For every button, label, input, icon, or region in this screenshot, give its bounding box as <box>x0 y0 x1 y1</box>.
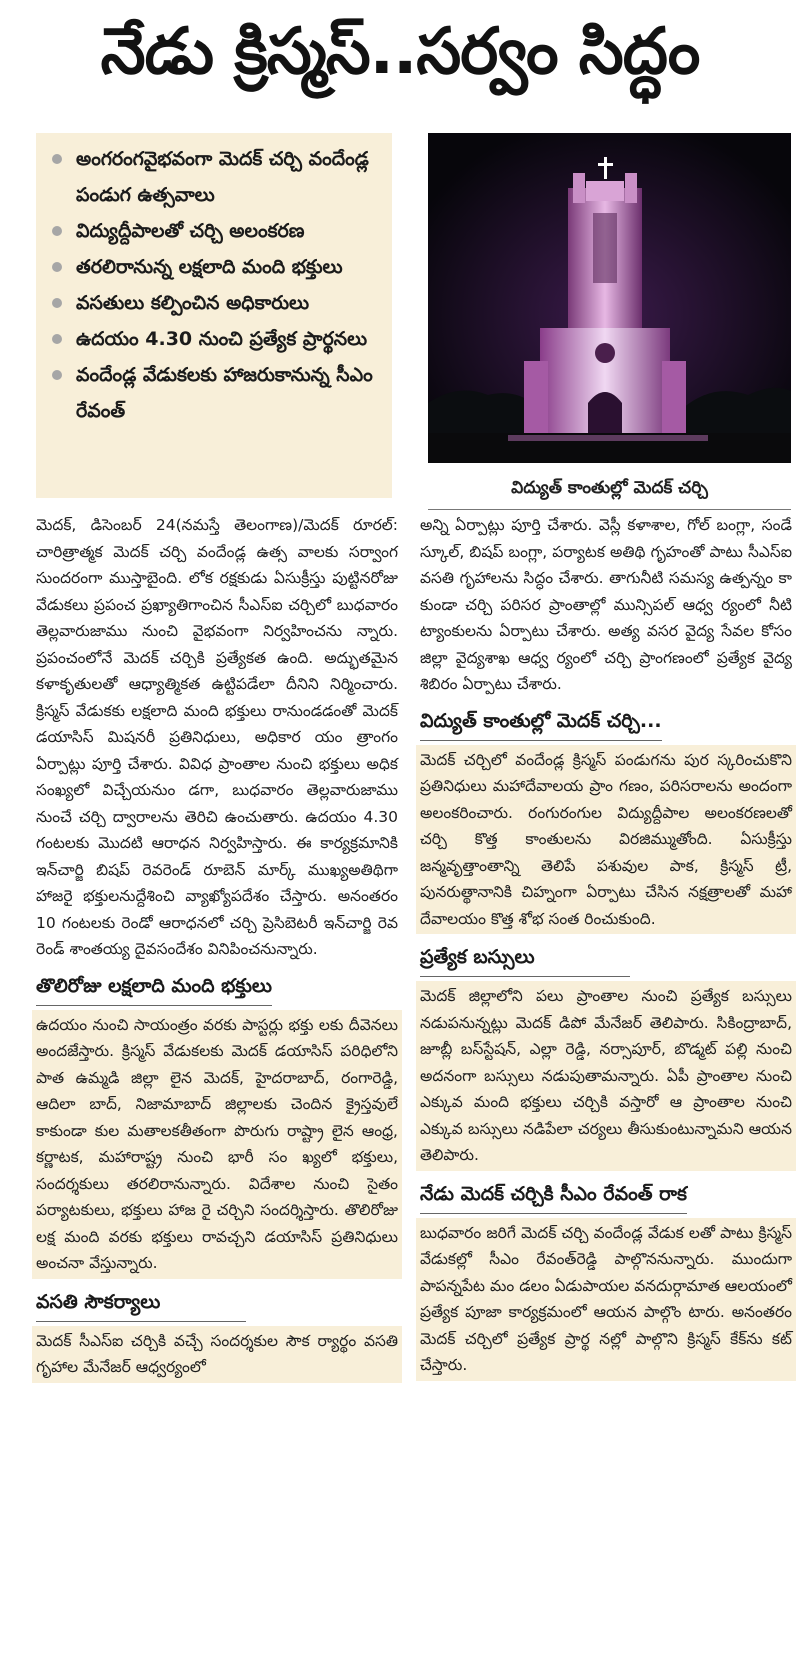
church-photo <box>428 133 791 463</box>
article-paragraph: అన్ని ఏర్పాట్లు పూర్తి చేశారు. వెస్లీ కళాశాల, గోల్‌ బంగ్లా, సండే స్కూల్‌, బిషప్‌ బంగ్లా, పర్యాటక అతిథి గృహంతో పాటు సీఎస్‌ఐ వసతి గృహాలను సిద్ధం చేశారు. తాగునీటి సమస్య ఉత్పన్నం కా కుండా చర్చి పరిసర ప్రాంతాల్లో మున్సిపల్‌ ఆధ్వ ర్యంలో నీటి ట్యాంకులను ఏర్పాటు చేశారు. అత్య వసర వైద్య సేవల కోసం జిల్లా వైద్యశాఖ ఆధ్వ ర్యంలో చర్చి ప్రాంగణంలో ప్రత్యేక వైద్య శిబిరం ఏర్పాటు చేశారు. <box>420 516 792 693</box>
headline: నేడు క్రిస్మస్‌..సర్వం సిద్ధం <box>100 14 700 89</box>
highlight-item: అంగరంగవైభవంగా మెదక్‌ చర్చి వందేండ్ల పండుగ ఉత్సవాలు <box>48 141 384 213</box>
subheading: తొలిరోజు లక్షలాది మంది భక్తులు <box>36 973 272 1006</box>
highlights-box <box>36 133 392 498</box>
article-column-right <box>420 512 792 1381</box>
highlight-item: తరలిరానున్న లక్షలాది మంది భక్తులు <box>48 249 384 285</box>
bullet-icon <box>52 262 62 272</box>
subheading: వసతి సౌకర్యాలు <box>36 1289 246 1322</box>
bullet-icon <box>52 334 62 344</box>
highlight-item: వసతులు కల్పించిన అధికారులు <box>48 285 384 321</box>
photo-caption: విద్యుత్‌ కాంతుల్లో మెదక్‌ చర్చి <box>428 470 791 510</box>
bullet-icon <box>52 298 62 308</box>
highlight-item: విద్యుద్దీపాలతో చర్చి అలంకరణ <box>48 213 384 249</box>
article-lead: మెదక్‌, డిసెంబర్‌ 24(నమస్తే తెలంగాణ)/మెదక్‌ రూరల్‌: చారిత్రాత్మక మెదక్‌ చర్చి వందేండ్ల ఉత్స వాలకు సర్వాంగ సుందరంగా ముస్తాబైంది. లోక రక్షకుడు ఏసుక్రీస్తు పుట్టినరోజు వేడుకలు ప్రపంచ ప్రఖ్యాతిగాంచిన సీఎస్‌ఐ చర్చిలో బుధవారం తెల్లవారుజాము నుంచి వైభవంగా నిర్వహించను న్నారు. ప్రపంచంలోనే మెదక్‌ చర్చికి ప్రత్యేకత ఉంది. అద్భుతమైన కళాకృతులతో ఆధ్యాత్మికత ఉట్టిపడేలా దీనిని నిర్మించారు. క్రిస్మస్‌ వేడుకకు లక్షలాది మంది భక్తులు రానుండడంతో మెదక్‌ డయాసిస్‌ మిషనరీ ప్రతినిధులు, అధికార యం త్రాంగం ఏర్పాట్లు పూర్తి చేశారు. వివిధ ప్రాంతాల నుంచి భక్తులు అధిక సంఖ్యలో విచ్చేయనుం డగా, బుధవారం తెల్లవారుజాము నుంచే చర్చి ద్వారాలను తెరిచి ఉంచుతారు. ఉదయం 4.30 గంటలకు మొదటి ఆరాధన నిర్వహిస్తారు. ఈ కార్యక్రమానికి ఇన్‌చార్జి బిషప్‌ రెవరెండ్‌ రూబెన్‌ మార్క్‌ ముఖ్యఅతిథిగా హాజరై భక్తులనుద్దేశించి వ్యాఖ్యోపదేశం చేస్తారు. అనంతరం 10 గంటలకు రెండో ఆరాధనలో చర్చి ప్రెసిబెటరీ ఇన్‌చార్జి రెవ రెండ్‌ శాంతయ్య దైవసందేశం వినిపించనున్నారు. <box>36 516 398 958</box>
article-paragraph: మెదక్‌ జిల్లాలోని పలు ప్రాంతాల నుంచి ప్రత్యేక బస్సులు నడుపనున్నట్లు మెదక్‌ డిపో మేనేజర్‌ తెలిపారు. సికింద్రాబాద్‌, జూబ్లీ బస్‌స్టేషన్‌, ఎల్లా రెడ్డి, నర్సాపూర్‌, బొడ్మట్‌ పల్లి నుంచి అదనంగా బస్సులు నడుపుతామన్నారు. ఏపీ ప్రాంతాల నుంచి ఎక్కువ మంది భక్తులు చర్చికి వస్తారో ఆ ప్రాంతాల నుంచి ఎక్కువ బస్సులు నడిపేలా చర్యలు తీసుకుంటున్నామని ఆయన తెలిపారు. <box>416 981 796 1171</box>
highlight-item: ఉదయం 4.30 నుంచి ప్రత్యేక ప్రార్థనలు <box>48 321 384 357</box>
article-paragraph: మెదక్‌ చర్చిలో వందేండ్ల క్రిస్మస్‌ పండుగను పుర స్కరించుకొని ప్రతినిధులు మహాదేవాలయ ప్రాం గణం, పరిసరాలను అందంగా అలంకరించారు. రంగురంగుల విద్యుద్దీపాల అలంకరణలతో చర్చి కొత్త కాంతులను విరజిమ్ముతోంది. ఏసుక్రీస్తు జన్మవృత్తాంతాన్ని తెలిపే పశువుల పాక, క్రిస్మస్‌ ట్రీ, పునరుత్థానానికి చిహ్నంగా ఏర్పాటు చేసిన నక్షత్రాలతో మహా దేవాలయం కొత్త శోభ సంత రించుకుంది. <box>416 745 796 935</box>
subheading: విద్యుత్‌ కాంతుల్లో మెదక్‌ చర్చి... <box>420 708 662 741</box>
highlight-item: వందేండ్ల వేడుకలకు హాజరుకానున్న సీఎం రేవంత్‌ <box>48 357 384 429</box>
article-paragraph: బుధవారం జరిగే మెదక్‌ చర్చి వందేండ్ల వేడుక లతో పాటు క్రిస్మస్‌ వేడుకల్లో సీఎం రేవంత్‌రెడ్డి పాల్గొననున్నారు. ముందుగా పాపన్నపేట మం డలం ఏడుపాయల వనదుర్గామాత ఆలయంలో ప్రత్యేక పూజా కార్యక్రమంలో ఆయన పాల్గొం టారు. అనంతరం మెదక్‌ చర్చిలో ప్రత్యేక ప్రార్థ నల్లో పాల్గొని క్రిస్మస్‌ కేక్‌ను కట్‌ చేస్తారు. <box>416 1218 796 1381</box>
bullet-icon <box>52 154 62 164</box>
subheading: నేడు మెదక్‌ చర్చికి సీఎం రేవంత్‌ రాక <box>420 1181 687 1214</box>
subheading: ప్రత్యేక బస్సులు <box>420 944 630 977</box>
article-column-left <box>36 512 398 1383</box>
bullet-icon <box>52 370 62 380</box>
church-illustration <box>428 133 791 463</box>
article-paragraph: ఉదయం నుంచి సాయంత్రం వరకు పాస్టర్లు భక్తు లకు దీవెనలు అందజేస్తారు. క్రిస్మస్‌ వేడుకలకు మెదక్‌ డయాసిస్‌ పరిధిలోని పాత ఉమ్మడి జిల్లా లైన మెదక్‌, హైదరాబాద్‌, రంగారెడ్డి, ఆదిలా బాద్‌, నిజామాబాద్‌ జిల్లాలకు చెందిన క్రైస్తవులే కాకుండా కుల మతాలకతీతంగా పొరుగు రాష్ట్రా లైన ఆంధ్ర, కర్ణాటక, మహారాష్ట్ర నుంచి భారీ సం ఖ్యలో భక్తులు, సందర్శకులు తరలిరానున్నారు. విదేశాల నుంచి సైతం పర్యాటకులు, భక్తులు హాజ రై చర్చిని సందర్శిస్తారు. తొలిరోజు లక్ష మంది వరకు భక్తులు రావచ్చని డయాసిస్‌ ప్రతినిధులు అంచనా వేస్తున్నారు. <box>32 1010 402 1279</box>
bullet-icon <box>52 226 62 236</box>
article-paragraph: మెదక్‌ సీఎస్‌ఐ చర్చికి వచ్చే సందర్శకుల సౌక ర్యార్థం వసతి గృహాల మేనేజర్‌ ఆధ్వర్యంలో <box>32 1326 402 1383</box>
